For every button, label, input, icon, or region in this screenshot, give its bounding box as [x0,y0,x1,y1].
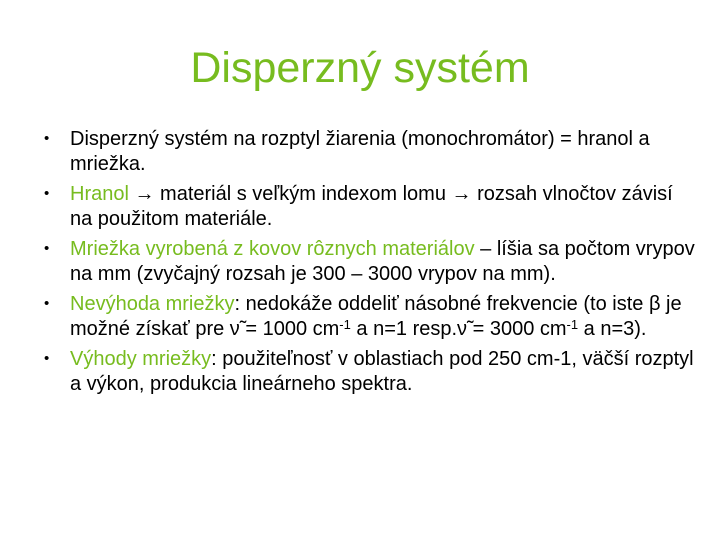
bullet-item-1 [44,127,695,176]
bullet-text: Disperzný systém na rozptyl žiarenia (monochromátor) = hranol a mriežka. [70,128,650,175]
bullet-highlight: Hranol [70,183,129,205]
bullet-icon: • [44,240,50,257]
bullet-text: a n=1 resp.ν̃ = 3000 cm [350,317,567,340]
bullet-icon: • [44,350,50,367]
bullet-text: → materiál s veľkým indexom lomu → rozsah vlnočtov závisí na použitom materiále. [70,183,673,230]
bullet-text: a n=3). [578,317,647,340]
bullet-item-5 [44,347,695,396]
bullet-highlight: Nevýhoda mriežky [70,293,235,315]
bullet-item-4 [44,292,695,341]
bullet-icon: • [44,130,50,147]
bullet-highlight: Mriežka vyrobená z kovov rôznych materiálov [70,238,475,260]
slide-title: Disperzný systém [190,44,530,92]
superscript: -1 [339,316,351,332]
bullet-icon: • [44,295,50,312]
superscript: -1 [566,316,579,332]
bullet-text: : použiteľnosť v oblastiach pod 250 cm-1, väčší rozptyl a výkon, produkcia lineárneho spektra. [70,348,694,395]
bullet-icon: • [44,185,50,202]
bullet-text: : nedokáže oddeliť násobné frekvencie (to iste β je možné získať pre ν̃ = 1000 cm [70,293,682,340]
bullet-highlight: Výhody mriežky [70,348,212,370]
bullet-list [44,127,695,402]
bullet-item-3 [44,237,695,286]
bullet-item-2 [44,182,695,231]
bullet-text: – líšia sa počtom vrypov na mm (zvyčajný rozsah je 300 – 3000 vrypov na mm). [70,238,695,285]
